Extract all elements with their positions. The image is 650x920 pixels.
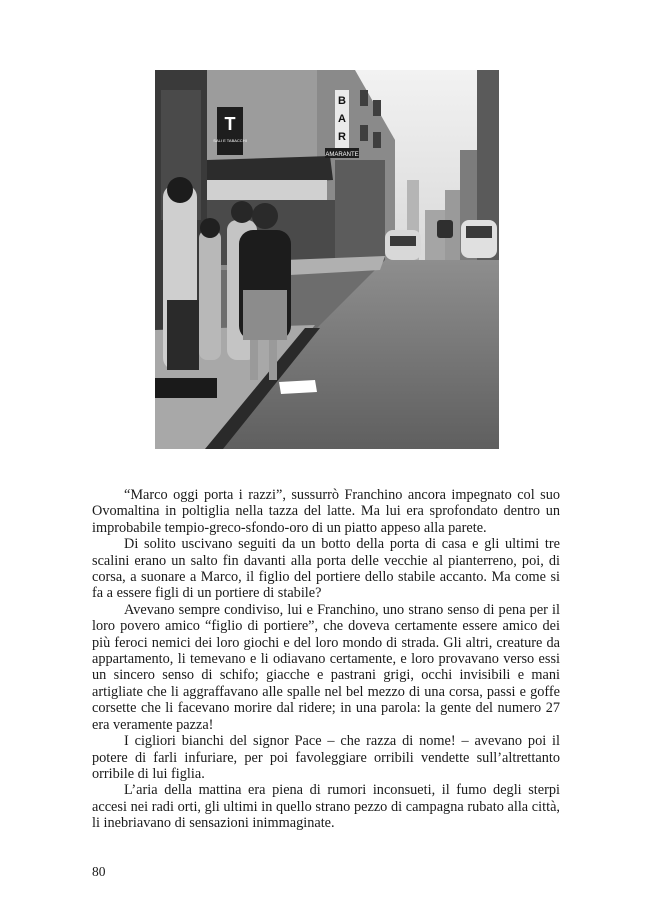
body-text [92, 487, 560, 832]
paragraph: “Marco oggi porta i razzi”, sussurrò Franchino ancora impegnato col suo Ovomaltina in poltiglia nella tazza del latte. Ma lui era sprofondato dentro un improbabile tempio-greco-sfondo-oro di un piatto appeso alla parete. [92, 487, 560, 536]
street-photo-image [155, 70, 499, 449]
shop-sign: AMARANTE [325, 152, 359, 158]
bar-sign-letter-1: B [338, 95, 346, 107]
street-photo [155, 70, 499, 449]
paragraph: Di solito uscivano seguiti da un botto della porta di casa e gli ultimi tre scalini erano un salto fin davanti alla porta delle vecchie al pianterreno, poi, di corsa, a suonare a Marco, il figlio del portiere dello stabile accanto. Ma come si fa a essere figli di un portiere di stabile? [92, 536, 560, 602]
tabacchi-sign-text: SALI E TABACCHI [213, 138, 247, 143]
paragraph: I cigliori bianchi del signor Pace – che razza di nome! – avevano poi il potere di farli infuriare, per poi favoleggiare orribili vendette sull’altrettanto orribile di lui figlia. [92, 733, 560, 782]
paragraph: L’aria della mattina era piena di rumori inconsueti, il fumo degli sterpi accesi nei radi orti, gli ultimi in quello strano pezzo di campagna rubato alla città, li inebriavano di sensazioni inimmaginate. [92, 782, 560, 832]
paragraph: Avevano sempre condiviso, lui e Franchino, uno strano senso di pena per il loro povero amico “figlio di portiere”, che doveva certamente essere amico dei più feroci nemici dei loro giochi e del loro mondo di strada. Gli altri, creature da appartamento, li temevano e li odiavano certamente, e loro provavano verso essi un sincero senso di schifo; giacche e pastrani grigi, occhi invisibili e mani artigliate che li aggraffavano alle spalle nel bel mezzo di una corsa, passi e goffe corsette che li facevano morire dal ridere; in una parola: la gente del numero 27 era veramente pazza! [92, 601, 560, 733]
bar-sign-letter-2: A [338, 113, 346, 125]
page-number: 80 [92, 864, 106, 879]
tabacchi-sign-letter: T [224, 114, 236, 134]
bar-sign-letter-3: R [338, 131, 346, 143]
